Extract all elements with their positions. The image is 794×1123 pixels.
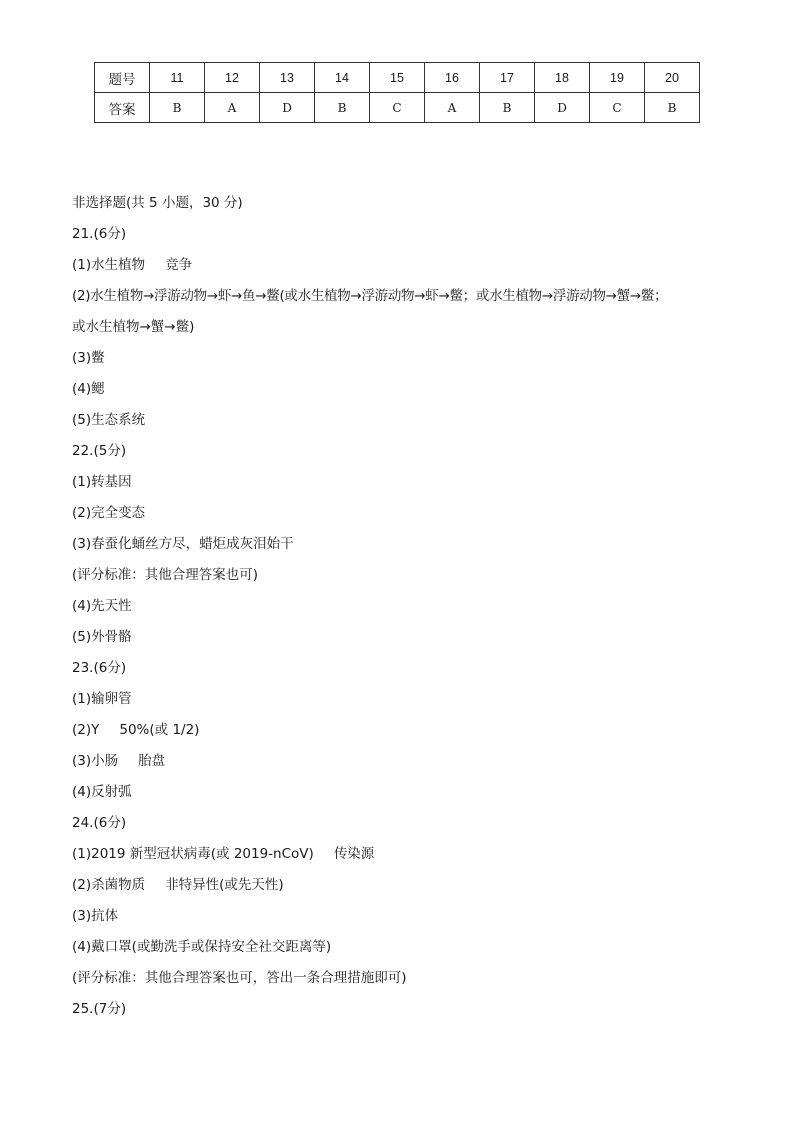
question-number: 15 [370,63,425,93]
answer-line: (2)水生植物→浮游动物→虾→鱼→鳖(或水生植物→浮游动物→虾→鳖；或水生植物→浮游动物→蟹→鳖； [72,288,668,304]
answer-line [72,870,732,901]
question-number: 20 [645,63,700,93]
answer-text: 竞争 [165,257,193,273]
answer-text: 胎盘 [138,753,166,769]
answer-text: (2)Y [72,722,100,738]
answer-cell: C [590,93,645,123]
answer-cell: B [480,93,535,123]
question-number-row [95,63,700,93]
answer-line [72,715,732,746]
answer-line: (4)戴口罩(或勤洗手或保持安全社交距离等) [72,939,332,955]
answer-label: 答案 [95,93,150,123]
question-number: 16 [425,63,480,93]
scoring-note: (评分标准：其他合理答案也可) [72,567,259,583]
question-heading: 23.(6分) [72,660,127,676]
answer-row [95,93,700,123]
answer-cell: A [425,93,480,123]
question-number: 13 [260,63,315,93]
answer-line: 或水生植物→蟹→鳖) [72,319,195,335]
answer-cell: B [315,93,370,123]
answer-text: (2)杀菌物质 [72,877,146,893]
answer-line [72,746,732,777]
answer-text: (1)2019 新型冠状病毒(或 2019-nCoV) [72,846,314,862]
section-heading: 非选择题(共 5 小题，30 分) [72,195,243,211]
answer-line: (2)完全变态 [72,505,146,521]
answer-text: (1)水生植物 [72,257,146,273]
answer-key-table [94,62,700,123]
answer-cell: A [205,93,260,123]
question-number: 11 [150,63,205,93]
answer-text: 50%(或 1/2) [119,722,200,738]
answer-line: (4)先天性 [72,598,132,614]
question-number: 17 [480,63,535,93]
answer-line: (3)鳖 [72,350,105,366]
answer-cell: D [260,93,315,123]
answer-line: (4)鳃 [72,381,105,397]
answer-text: 非特异性(或先天性) [165,877,284,893]
answer-cell: C [370,93,425,123]
answer-text: 传染源 [333,846,375,862]
answer-cell: B [645,93,700,123]
answer-text: (3)小肠 [72,753,119,769]
question-number: 12 [205,63,260,93]
answer-line: (3)抗体 [72,908,119,924]
question-number: 19 [590,63,645,93]
answer-line: (4)反射弧 [72,784,132,800]
answer-line: (3)春蚕化蛹丝方尽，蜡炬成灰泪始干 [72,536,294,552]
question-number: 18 [535,63,590,93]
question-heading: 25.(7分) [72,1001,127,1017]
question-number-label: 题号 [95,63,150,93]
question-heading: 22.(5分) [72,443,127,459]
question-heading: 21.(6分) [72,226,127,242]
answer-cell: D [535,93,590,123]
answer-line [72,250,732,281]
answer-line: (5)外骨骼 [72,629,132,645]
question-heading: 24.(6分) [72,815,127,831]
scoring-note: (评分标准：其他合理答案也可，答出一条合理措施即可) [72,970,407,986]
answer-line: (1)转基因 [72,474,132,490]
answer-line: (1)输卵管 [72,691,132,707]
question-number: 14 [315,63,370,93]
answer-line: (5)生态系统 [72,412,146,428]
answer-content [72,188,732,1025]
answer-line [72,839,732,870]
answer-cell: B [150,93,205,123]
